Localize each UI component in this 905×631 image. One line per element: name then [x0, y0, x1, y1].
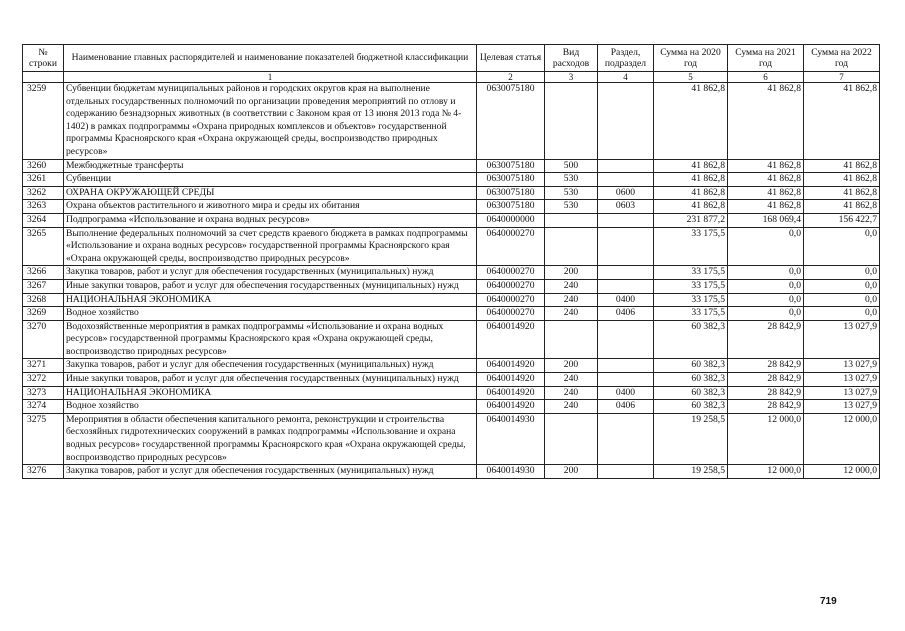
section-cell: [598, 359, 654, 373]
sum-2021-cell: 0,0: [728, 266, 804, 280]
sum-2021-cell: 168 069,4: [728, 213, 804, 227]
row-number-cell: 3275: [23, 413, 64, 464]
sum-2021-cell: 28 842,9: [728, 320, 804, 359]
section-cell: 0400: [598, 386, 654, 400]
target-article-cell: 0640000270: [477, 227, 545, 266]
sum-2020-cell: 60 382,3: [654, 373, 728, 387]
target-article-cell: 0640014920: [477, 386, 545, 400]
sum-2020-cell: 33 175,5: [654, 227, 728, 266]
expense-type-cell: 530: [545, 173, 598, 187]
expense-type-cell: 200: [545, 266, 598, 280]
sum-2022-cell: 13 027,9: [804, 320, 880, 359]
expense-type-cell: 240: [545, 307, 598, 321]
header-row-number: № строки: [23, 45, 64, 72]
sum-2022-cell: 156 422,7: [804, 213, 880, 227]
row-number-cell: 3261: [23, 173, 64, 187]
row-number-cell: 3260: [23, 159, 64, 173]
sum-2021-cell: 28 842,9: [728, 386, 804, 400]
section-cell: [598, 373, 654, 387]
section-cell: [598, 213, 654, 227]
expense-type-cell: 240: [545, 293, 598, 307]
target-article-cell: 0640000270: [477, 293, 545, 307]
sum-2021-cell: 41 862,8: [728, 173, 804, 187]
sum-2020-cell: 33 175,5: [654, 266, 728, 280]
target-article-cell: 0640014930: [477, 413, 545, 464]
target-article-cell: 0630075180: [477, 159, 545, 173]
header-index-empty: [23, 72, 64, 83]
header-index-sum-2021: 6: [728, 72, 804, 83]
section-cell: 0406: [598, 400, 654, 414]
header-index-sum-2020: 5: [654, 72, 728, 83]
row-number-cell: 3269: [23, 307, 64, 321]
table-row: [23, 359, 880, 373]
section-cell: [598, 413, 654, 464]
budget-sheet: [22, 44, 879, 479]
sum-2021-cell: 0,0: [728, 279, 804, 293]
header-index-sum-2022: 7: [804, 72, 880, 83]
sum-2020-cell: 19 258,5: [654, 413, 728, 464]
sum-2022-cell: 13 027,9: [804, 386, 880, 400]
section-cell: [598, 227, 654, 266]
section-cell: [598, 159, 654, 173]
header-sum-2020: Сумма на 2020 год: [654, 45, 728, 72]
expense-type-cell: [545, 213, 598, 227]
section-cell: [598, 83, 654, 160]
target-article-cell: 0640000000: [477, 213, 545, 227]
sum-2022-cell: 41 862,8: [804, 159, 880, 173]
target-article-cell: 0640000270: [477, 307, 545, 321]
expense-type-cell: [545, 83, 598, 160]
row-number-cell: 3259: [23, 83, 64, 160]
header-index-target-article: 2: [477, 72, 545, 83]
sum-2021-cell: 0,0: [728, 227, 804, 266]
table-row: [23, 307, 880, 321]
header-index-name: 1: [64, 72, 477, 83]
sum-2022-cell: 0,0: [804, 266, 880, 280]
header-expense-type: Вид расходов: [545, 45, 598, 72]
sum-2020-cell: 60 382,3: [654, 400, 728, 414]
sum-2020-cell: 19 258,5: [654, 465, 728, 479]
row-number-cell: 3273: [23, 386, 64, 400]
row-number-cell: 3262: [23, 186, 64, 200]
row-name-cell: Водное хозяйство: [64, 400, 477, 414]
row-name-cell: Охрана объектов растительного и животного мира и среды их обитания: [64, 200, 477, 214]
row-name-cell: НАЦИОНАЛЬНАЯ ЭКОНОМИКА: [64, 293, 477, 307]
target-article-cell: 0630075180: [477, 186, 545, 200]
target-article-cell: 0630075180: [477, 200, 545, 214]
sum-2022-cell: 12 000,0: [804, 413, 880, 464]
row-name-cell: Закупка товаров, работ и услуг для обеспечения государственных (муниципальных) нужд: [64, 266, 477, 280]
sum-2020-cell: 60 382,3: [654, 386, 728, 400]
table-row: [23, 320, 880, 359]
sum-2022-cell: 41 862,8: [804, 200, 880, 214]
row-number-cell: 3264: [23, 213, 64, 227]
row-number-cell: 3272: [23, 373, 64, 387]
table-row: [23, 173, 880, 187]
sum-2020-cell: 41 862,8: [654, 186, 728, 200]
sum-2021-cell: 28 842,9: [728, 373, 804, 387]
expense-type-cell: [545, 320, 598, 359]
sum-2021-cell: 41 862,8: [728, 159, 804, 173]
row-name-cell: Подпрограмма «Использование и охрана водных ресурсов»: [64, 213, 477, 227]
sum-2021-cell: 0,0: [728, 307, 804, 321]
target-article-cell: 0640014920: [477, 373, 545, 387]
expense-type-cell: 530: [545, 200, 598, 214]
header-target-article: Целевая статья: [477, 45, 545, 72]
header-index-expense-type: 3: [545, 72, 598, 83]
sum-2021-cell: 0,0: [728, 293, 804, 307]
sum-2021-cell: 41 862,8: [728, 200, 804, 214]
table-row: [23, 386, 880, 400]
table-body: [23, 83, 880, 479]
sum-2022-cell: 0,0: [804, 307, 880, 321]
table-row: [23, 83, 880, 160]
sum-2021-cell: 41 862,8: [728, 186, 804, 200]
target-article-cell: 0640014930: [477, 465, 545, 479]
sum-2022-cell: 13 027,9: [804, 359, 880, 373]
header-sum-2021: Сумма на 2021 год: [728, 45, 804, 72]
sum-2022-cell: 13 027,9: [804, 373, 880, 387]
sum-2022-cell: 41 862,8: [804, 83, 880, 160]
section-cell: 0400: [598, 293, 654, 307]
row-name-cell: Водохозяйственные мероприятия в рамках подпрограммы «Использование и охрана водных ресурсов» государственной программы Красноярского края «Охрана окружающей среды, воспроизводство природных ресурсов»: [64, 320, 477, 359]
row-number-cell: 3263: [23, 200, 64, 214]
section-cell: [598, 173, 654, 187]
sum-2022-cell: 41 862,8: [804, 173, 880, 187]
row-name-cell: Водное хозяйство: [64, 307, 477, 321]
sum-2022-cell: 13 027,9: [804, 400, 880, 414]
budget-table: [22, 44, 880, 479]
row-name-cell: ОХРАНА ОКРУЖАЮЩЕЙ СРЕДЫ: [64, 186, 477, 200]
table-row: [23, 186, 880, 200]
sum-2020-cell: 33 175,5: [654, 279, 728, 293]
section-cell: [598, 320, 654, 359]
sum-2020-cell: 41 862,8: [654, 159, 728, 173]
table-row: [23, 465, 880, 479]
sum-2022-cell: 0,0: [804, 293, 880, 307]
table-row: [23, 227, 880, 266]
section-cell: [598, 279, 654, 293]
sum-2022-cell: 0,0: [804, 227, 880, 266]
sum-2020-cell: 41 862,8: [654, 83, 728, 160]
row-name-cell: Мероприятия в области обеспечения капитального ремонта, реконструкции и строительства бесхозяйных гидротехнических сооружений в рамках подпрограммы «Использование и охрана водных ресурсов» государственной программы Красноярского края «Охрана окружающей среды, воспроизводство природных ресурсов»: [64, 413, 477, 464]
expense-type-cell: 200: [545, 359, 598, 373]
sum-2021-cell: 28 842,9: [728, 359, 804, 373]
row-number-cell: 3274: [23, 400, 64, 414]
sum-2020-cell: 41 862,8: [654, 173, 728, 187]
table-row: [23, 373, 880, 387]
target-article-cell: 0630075180: [477, 173, 545, 187]
row-number-cell: 3268: [23, 293, 64, 307]
target-article-cell: 0640014920: [477, 359, 545, 373]
header-sum-2022: Сумма на 2022 год: [804, 45, 880, 72]
sum-2020-cell: 41 862,8: [654, 200, 728, 214]
target-article-cell: 0640000270: [477, 266, 545, 280]
header-section: Раздел, подраздел: [598, 45, 654, 72]
expense-type-cell: 200: [545, 465, 598, 479]
target-article-cell: 0640014920: [477, 320, 545, 359]
table-row: [23, 200, 880, 214]
sum-2021-cell: 28 842,9: [728, 400, 804, 414]
sum-2020-cell: 33 175,5: [654, 307, 728, 321]
sum-2021-cell: 41 862,8: [728, 83, 804, 160]
sum-2020-cell: 60 382,3: [654, 320, 728, 359]
row-number-cell: 3265: [23, 227, 64, 266]
table-header: [23, 45, 880, 83]
sum-2022-cell: 0,0: [804, 279, 880, 293]
expense-type-cell: 240: [545, 279, 598, 293]
header-name: Наименование главных распорядителей и наименование показателей бюджетной классификации: [64, 45, 477, 72]
section-cell: [598, 266, 654, 280]
table-row: [23, 293, 880, 307]
expense-type-cell: 240: [545, 386, 598, 400]
target-article-cell: 0640000270: [477, 279, 545, 293]
table-row: [23, 413, 880, 464]
row-name-cell: Субвенции бюджетам муниципальных районов и городских округов края на выполнение отдельных государственных полномочий по организации проведения мероприятий по отлову и содержанию безнадзорных животных (в соответствии с Законом края от 13 июня 2013 года № 4-1402) в рамках подпрограммы «Охрана природных комплексов и объектов» государственной программы Красноярского края «Охрана окружающей среды, воспроизводство природных ресурсов»: [64, 83, 477, 160]
row-number-cell: 3271: [23, 359, 64, 373]
row-number-cell: 3276: [23, 465, 64, 479]
section-cell: 0600: [598, 186, 654, 200]
sum-2020-cell: 60 382,3: [654, 359, 728, 373]
header-index-section: 4: [598, 72, 654, 83]
row-name-cell: Субвенции: [64, 173, 477, 187]
page-number: 719: [820, 596, 837, 607]
row-number-cell: 3266: [23, 266, 64, 280]
target-article-cell: 0640014920: [477, 400, 545, 414]
expense-type-cell: 530: [545, 186, 598, 200]
expense-type-cell: 240: [545, 373, 598, 387]
sum-2022-cell: 41 862,8: [804, 186, 880, 200]
row-name-cell: Закупка товаров, работ и услуг для обеспечения государственных (муниципальных) нужд: [64, 465, 477, 479]
table-row: [23, 400, 880, 414]
table-row: [23, 266, 880, 280]
row-name-cell: НАЦИОНАЛЬНАЯ ЭКОНОМИКА: [64, 386, 477, 400]
expense-type-cell: [545, 413, 598, 464]
table-row: [23, 279, 880, 293]
section-cell: 0406: [598, 307, 654, 321]
row-number-cell: 3267: [23, 279, 64, 293]
row-name-cell: Межбюджетные трансферты: [64, 159, 477, 173]
sum-2022-cell: 12 000,0: [804, 465, 880, 479]
table-row: [23, 159, 880, 173]
expense-type-cell: 240: [545, 400, 598, 414]
section-cell: [598, 465, 654, 479]
expense-type-cell: 500: [545, 159, 598, 173]
sum-2021-cell: 12 000,0: [728, 413, 804, 464]
row-name-cell: Иные закупки товаров, работ и услуг для обеспечения государственных (муниципальных) нужд: [64, 279, 477, 293]
table-row: [23, 213, 880, 227]
sum-2020-cell: 231 877,2: [654, 213, 728, 227]
row-number-cell: 3270: [23, 320, 64, 359]
target-article-cell: 0630075180: [477, 83, 545, 160]
row-name-cell: Выполнение федеральных полномочий за счет средств краевого бюджета в рамках подпрограммы «Использование и охрана водных ресурсов» государственной программы Красноярского края «Охрана окружающей среды, воспроизводство природных ресурсов»: [64, 227, 477, 266]
row-name-cell: Иные закупки товаров, работ и услуг для обеспечения государственных (муниципальных) нужд: [64, 373, 477, 387]
sum-2021-cell: 12 000,0: [728, 465, 804, 479]
expense-type-cell: [545, 227, 598, 266]
section-cell: 0603: [598, 200, 654, 214]
sum-2020-cell: 33 175,5: [654, 293, 728, 307]
row-name-cell: Закупка товаров, работ и услуг для обеспечения государственных (муниципальных) нужд: [64, 359, 477, 373]
